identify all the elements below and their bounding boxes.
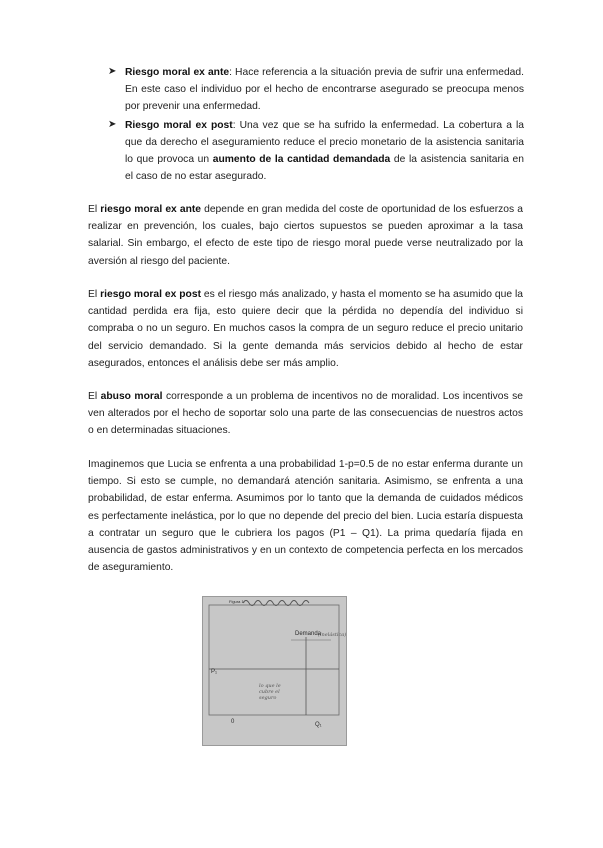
demand-figure [202,596,347,746]
paragraph-text: es el riesgo más analizado, y hasta el momento se ha asumido que la cantidad perdida era fija, esto quiere decir que la pérdida no dependía del individuo si compraba o no un seguro. En muchos casos la compra de un seguro reduce el precio unitario del servicio demandado. Si la gente demanda más servicios debido al hecho de estar asegurados, entonces el análisis debe ser más amplio. [88,289,523,369]
bullet-emphasis: aumento de la cantidad demandada [212,154,391,166]
demand-label: Demanda [295,631,322,637]
bullet-definition: : Hace referencia a la situación previa de sufrir una enfermedad. En este caso el individuo por el hecho de encontrarse asegurado se preocupa menos por prevenir una enfermedad. [125,67,524,113]
bullet-definition: : Una vez que se ha sufrido la enfermedad. La cobertura a la que da derecho el aseguramiento reduce el precio monetario de la asistencia sanitaria lo que provoca un [125,119,524,166]
paragraph-text: corresponde a un problema de incentivos no de moralidad. Los incentivos se ven alterados por el hecho de soportar solo una parte de las consecuencias de nuestros actos o en determinadas situaciones. [88,391,523,437]
figure-title: Figura 1. [229,599,245,604]
arrow-bullet-icon: ➤ [108,118,117,130]
figure-graphic [203,597,346,745]
paragraph-abuso-moral [88,388,523,440]
paragraph-term: abuso moral [100,391,163,402]
paragraph-text: depende en gran medida del coste de oportunidad de los esfuerzos a realizar en prevención, los cuales, bajo ciertos supuestos se pueden aproximar a la tasa salarial. Sin embargo, el efecto de este tipo de riesgo moral puede verse neutralizado por la aversión al riesgo del paciente. [88,204,523,267]
bullet-list [108,64,524,186]
handwritten-note: lo que le cubre el seguro [259,683,281,701]
bullet-item-ex-post [108,117,524,186]
paragraph-ex-ante [88,201,523,270]
arrow-bullet-icon: ➤ [108,66,117,77]
p1-label: P₁ [211,669,218,675]
paragraph-text: El [88,204,101,215]
paragraph-term: riesgo moral ex ante [100,204,202,215]
paragraph-lucia-example [88,456,523,576]
paragraph-text: El [88,391,101,402]
demand-note: (inelástica) [318,632,347,638]
paragraph-text: Imaginemos que Lucia se enfrenta a una probabilidad 1-p=0.5 de no estar enferma durante un tiempo. Si esto se cumple, no demandará atención sanitaria. Asimismo, se enfrenta a una probabilidad, de estar enferma. Asumimos por lo tanto que la demanda de cuidados médicos es perfectamente inelástica, por lo que no depende del precio del bien. Lucia estaría dispuesta a contratar un seguro que le cubriera los pagos (P1 – Q1). La prima quedaría fijada en ausencia de gastos administrativos y en un contexto de competencia perfecta en los mercados de aseguramiento. [88,459,523,574]
bullet-item-ex-ante [108,64,524,116]
paragraph-term: riesgo moral ex post [100,289,201,300]
bullet-term: Riesgo moral ex post [125,119,233,131]
paragraph-text: El [88,289,101,300]
bullet-definition-end: de la asistencia sanitaria en el caso de no estar asegurado. [125,154,525,183]
origin-label: 0 [231,719,235,725]
bullet-term: Riesgo moral ex ante [125,67,230,78]
bullet-text [125,64,524,116]
paragraph-ex-post [88,286,523,372]
bullet-text [125,117,524,186]
q1-label: Q₁ [315,722,322,728]
